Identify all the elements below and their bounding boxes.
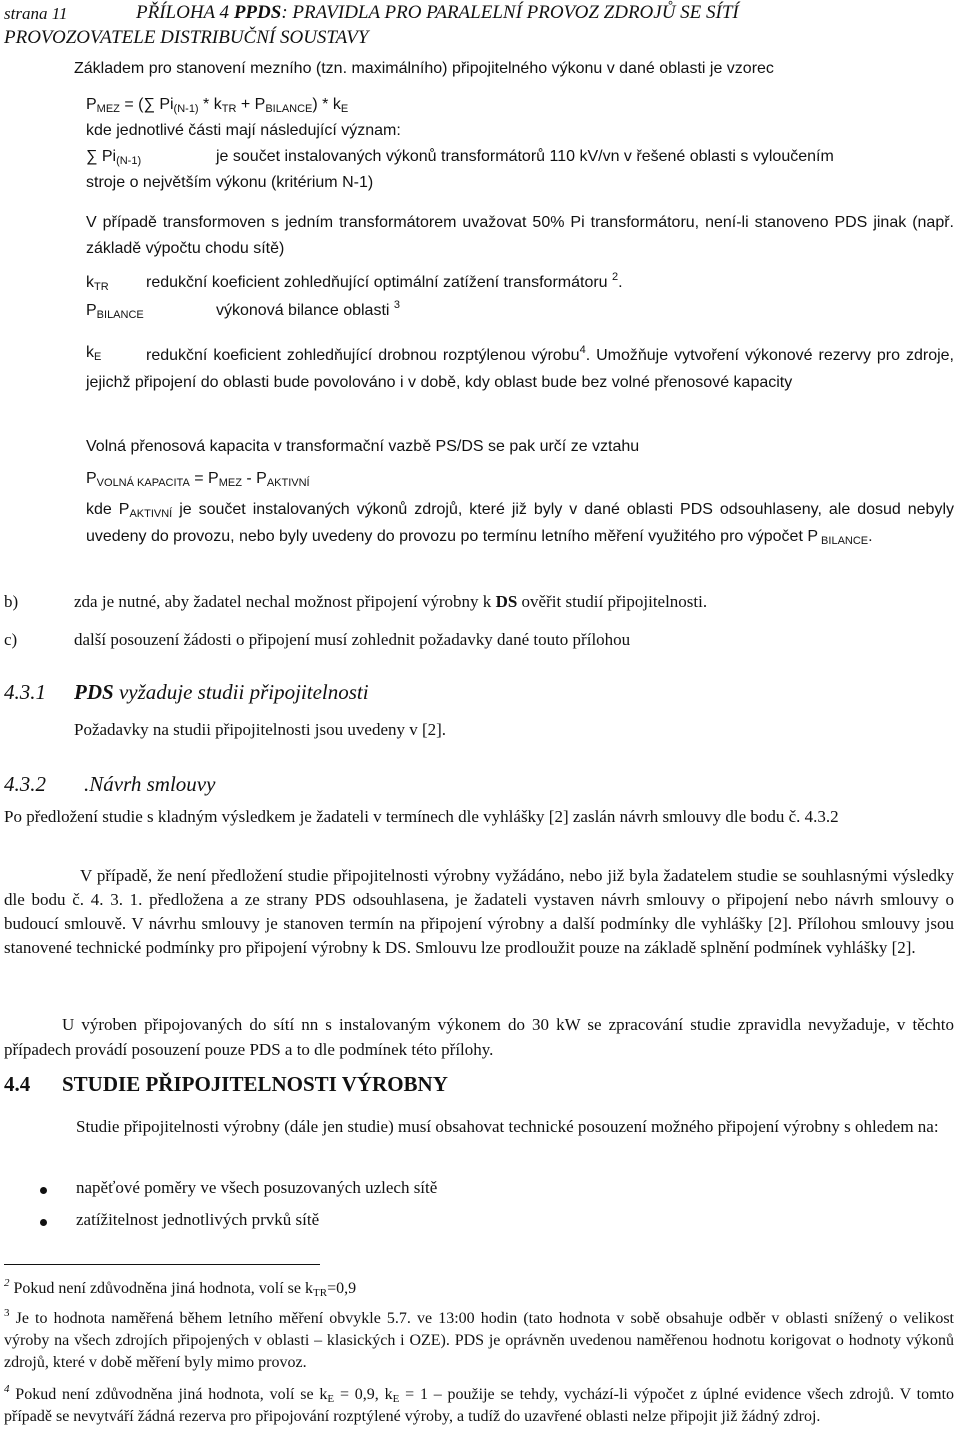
section-431-title-pds: PDS	[74, 680, 114, 704]
free-capacity-line: Volná přenosová kapacita v transformační vazbě PS/DS se pak určí ze vztahu	[86, 438, 640, 455]
ke-desc: redukční koeficient zohledňující drobnou rozptýlenou výrobu	[146, 347, 580, 364]
bullet-dot	[40, 1187, 47, 1194]
ktr-desc-end: .	[618, 274, 623, 291]
item-c-text: další posouzení žádosti o připojení musí zohlednit požadavky dané touto přílohou	[74, 630, 631, 649]
ke-k: k	[86, 344, 94, 361]
footnote-4-number: 4	[4, 1383, 10, 1395]
ke-paragraph	[86, 342, 954, 396]
section-432-p1: Po předložení studie s kladným výsledkem je žadateli v termínech dle vyhlášky [2] zaslán návrh smlouvy dle bodu č. 4.3.2	[4, 807, 839, 826]
ktr-desc-text: redukční koeficient zohledňující optimální zatížení transformátoru	[146, 274, 613, 291]
item-b-letter: b)	[4, 592, 19, 611]
kde-start: kde P	[86, 501, 130, 518]
kde-sub2: BILANCE	[818, 535, 869, 547]
item-b-bold: DS	[495, 592, 518, 611]
formula-eq: = (∑ Pi	[119, 96, 174, 113]
ff-p1: P	[86, 470, 97, 487]
section-431-text: Požadavky na studii připojitelnosti jsou uvedeny v [2].	[74, 720, 447, 739]
section-44-number: 4.4	[4, 1072, 31, 1096]
header-title-prefix: PŘÍLOHA 4	[136, 2, 234, 23]
footnote-3	[4, 1308, 954, 1374]
pmez-formula	[86, 96, 348, 114]
section-432-p3: U výroben připojovaných do sítí nn s instalovaným výkonem do 30 kW se zpracování studie zpravidla nevyžaduje, v těchto případech provádí posouzení pouze PDS a to dle podmínek této přílohy.	[4, 1015, 954, 1059]
pbil-desc-text: výkonová bilance oblasti	[216, 302, 394, 319]
ff-sub1: VOLNÁ KAPACITA	[96, 477, 190, 489]
page-number: strana 11	[4, 4, 68, 23]
formula-mul: * k	[198, 96, 222, 113]
ktr-footnote-ref: 2	[612, 271, 619, 283]
footnote-3-text: Je to hodnota naměřená během letního měření obvykle 5.7. ve 13:00 hodin (tato hodnota v sobě obsahuje odběr v oblasti snížený o velikost výroby na všech zdrojích připojených v oblasti – klasických i OZE). PDS je oprávněn uvedenou naměřenou hodnotu korigovat o hodnoty výkonů zdrojů, které v době měření byly mimo provoz.	[4, 1310, 954, 1371]
pi-desc-2: stroje o největším výkonu (kritérium N-1)	[86, 174, 374, 191]
pi-symbol: ∑ Pi	[86, 148, 117, 165]
formula-sub-n1: (N-1)	[173, 103, 199, 115]
item-b-text-2: ověřit studií připojitelnosti.	[517, 592, 708, 611]
section-431-number: 4.3.1	[4, 680, 46, 704]
kde-sub: AKTIVNÍ	[129, 508, 173, 520]
footnote-divider	[4, 1264, 320, 1265]
formula-plus: + P	[236, 96, 266, 113]
footnote-4-sub-2: E	[392, 1393, 400, 1405]
ktr-desc	[146, 271, 623, 292]
intro-line: Základem pro stanovení mezního (tzn. maximálního) připojitelného výkonu v dané oblasti je vzorec	[74, 60, 774, 77]
kde-rest: je součet instalovaných výkonů zdrojů, které již byly v dané oblasti PDS odsouhlaseny, ale dosud nebyly uvedeny do provozu, nebo byly uvedeny do provozu po termínu letního měření využitého pro výpočet P	[86, 501, 954, 545]
aktivni-paragraph	[86, 496, 954, 550]
formula-sub-e: E	[340, 103, 349, 115]
pbil-sub: BILANCE	[96, 309, 144, 321]
bullet-item-2: zatížitelnost jednotlivých prvků sítě	[76, 1210, 320, 1229]
footnote-4	[4, 1384, 954, 1428]
ktr-sub: TR	[94, 281, 109, 293]
formula-sub-mez: MEZ	[96, 103, 120, 115]
section-44-title: STUDIE PŘIPOJITELNOSTI VÝROBNY	[62, 1072, 448, 1096]
section-432-title: .Návrh smlouvy	[84, 772, 216, 796]
pi-desc-1: je součet instalovaných výkonů transformátorů 110 kV/vn v řešené oblasti s vyloučením	[216, 148, 834, 165]
section-432-number: 4.3.2	[4, 772, 46, 796]
pbil-footnote-ref: 3	[393, 299, 401, 311]
ff-minus: - P	[241, 470, 267, 487]
kde-end: .	[868, 528, 873, 545]
footnote-2-number: 2	[4, 1277, 10, 1289]
item-b-text-1: zda je nutné, aby žadatel nechal možnost připojení výrobny k	[74, 592, 496, 611]
section-431-title	[74, 680, 369, 705]
pbil-desc	[216, 299, 401, 320]
ff-mid: = P	[189, 470, 219, 487]
section-431-title-rest: vyžaduje studii připojitelnosti	[113, 680, 369, 704]
pi-sub: (N-1)	[116, 155, 142, 167]
section-44-intro: Studie připojitelnosti výrobny (dále jen studie) musí obsahovat technické posouzení možného připojení výrobny s ohledem na:	[76, 1117, 939, 1136]
ff-sub2: MEZ	[218, 477, 242, 489]
case-paragraph: V případě transformoven s jedním transformátorem uvažovat 50% Pi transformátoru, není-li stanoveno PDS jinak (např. základě výpočtu chodu sítě)	[86, 214, 954, 257]
ke-rest: . Umožňuje vytvoření výkonové rezervy pro zdroje, jejichž připojení do oblasti bude povolováno i v době, kdy oblast bude bez volné přenosové kapacity	[86, 347, 954, 391]
pbil-p: P	[86, 302, 97, 319]
footnote-4-text-1: Pokud není zdůvodněna jiná hodnota, volí se k	[9, 1386, 328, 1403]
free-capacity-formula	[86, 470, 310, 488]
item-c-letter: c)	[4, 630, 18, 649]
ktr-k: k	[86, 274, 94, 291]
footnote-4-mid: = 0,9, k	[334, 1386, 393, 1403]
footnote-2-sub: TR	[313, 1287, 328, 1299]
pi-label	[86, 148, 141, 166]
header-title-line1	[136, 2, 739, 24]
formula-close: ) * k	[312, 96, 341, 113]
footnote-4-sub-1: E	[327, 1393, 335, 1405]
formula-sub-tr: TR	[221, 103, 237, 115]
ke-footnote-ref: 4	[579, 344, 586, 356]
header-title-ppds: PPDS	[233, 2, 282, 23]
bullet-item-1: napěťové poměry ve všech posuzovaných uzlech sítě	[76, 1178, 438, 1197]
meaning-line: kde jednotlivé části mají následující význam:	[86, 122, 401, 139]
bullet-dot	[40, 1219, 47, 1226]
pbil-label	[86, 302, 144, 320]
formula-sub-bilance: BILANCE	[265, 103, 313, 115]
ktr-label	[86, 274, 109, 292]
ff-sub3: AKTIVNÍ	[266, 477, 310, 489]
footnote-2	[4, 1277, 357, 1299]
section-432-p2: V případě, že není předložení studie připojitelnosti výrobny vyžádáno, nebo již byla žadatelem studie se souhlasnými výsledky dle bodu č. 4. 3. 1. předložena a ze strany PDS odsouhlasena, je žadateli vystaven návrh smlouvy o připojení nebo návrh smlouvy o budoucí smlouvě. V návrhu smlouvy je stanoven termín na připojení výrobny a další podmínky dle vyhlášky [2]. Přílohou smlouvy jsou stanovené technické podmínky pro připojení výrobny k DS. Smlouvu lze prodloužit pouze na základě splnění podmínek vyhlášky [2].	[4, 866, 954, 957]
footnote-2-text: Pokud není zdůvodněna jiná hodnota, volí se k	[9, 1280, 314, 1297]
formula-p: P	[86, 96, 97, 113]
header-title-line2: PROVOZOVATELE DISTRIBUČNÍ SOUSTAVY	[4, 27, 369, 48]
ke-sub: E	[94, 351, 102, 363]
footnote-4-text-2: = 1 – použije se tehdy, vychází-li výpočet z úplné evidence všech zdrojů. V tomto případě se nevytváří žádná rezerva pro připojování rozptýlené výroby, a tudíž do uzavřené oblasti nelze připojit již žádný zdroj.	[4, 1386, 955, 1425]
item-b-text	[74, 592, 707, 612]
footnote-3-number: 3	[4, 1307, 10, 1319]
header-title-rest: : PRAVIDLA PRO PARALELNÍ PROVOZ ZDROJŮ SE SÍTÍ	[281, 2, 739, 23]
footnote-2-end: =0,9	[327, 1280, 357, 1297]
